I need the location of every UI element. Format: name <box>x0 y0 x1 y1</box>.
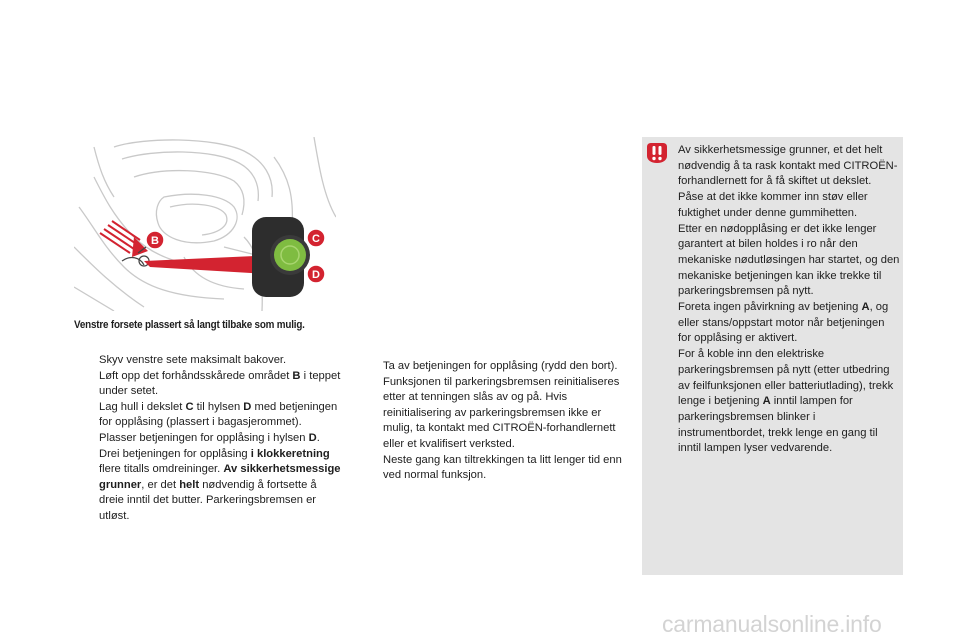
marker-b <box>146 231 164 249</box>
text-run: nødvendig å fortsette å dreie inntil det butter. Parkeringsbremsen er utløst. <box>99 478 317 522</box>
bold-text: i klokkeretning <box>250 447 330 460</box>
text-run: . <box>316 431 320 444</box>
text-run: Ta av betjeningen for opplåsing (rydd den bort). <box>383 360 618 372</box>
text-run: Plasser betjeningen for opplåsing i hylsen <box>99 431 309 444</box>
figure-caption: Venstre forsete plassert så langt tilbake som mulig. <box>74 319 305 331</box>
list-item <box>360 453 622 484</box>
release-cover-detail <box>252 217 310 297</box>
list-item <box>76 369 344 400</box>
warning-paragraph <box>678 143 900 190</box>
bold-text: D <box>243 400 252 413</box>
list-item <box>360 359 622 375</box>
text-run: Foreta ingen påvirkning av betjening <box>678 301 862 314</box>
steps-list-right <box>360 359 622 484</box>
text-run: Funksjonen til parkeringsbremsen reinitialiseres etter at tenningen slås av og på. Hvis reinitialisering av parkeringsbremsen ikke er mulig, ta kontakt med CITROËN-forhandlernett eller et kvalifisert verksted. <box>383 375 620 450</box>
watermark: carmanualsonline.info <box>662 611 882 637</box>
text-run: For å koble inn den elektriske parkeringsbremsen på nytt (etter utbedring av feilfunksjonen eller batteriutlading), trekk lenge i betjening <box>678 348 894 408</box>
text-run: Skyv venstre sete maksimalt bakover. <box>99 354 287 366</box>
svg-text:D: D <box>312 269 320 281</box>
marker-d <box>307 265 325 283</box>
list-item <box>76 353 344 369</box>
text-run: Av sikkerhetsmessige grunner, et det helt nødvendig å ta rask kontakt med CITROËN-forhandlernett for å få skiftet ut dekslet. <box>678 144 898 188</box>
text-run: , er det <box>141 478 180 491</box>
list-item <box>76 447 344 525</box>
bold-text: helt <box>179 478 200 491</box>
warning-paragraph <box>678 190 900 221</box>
bold-text: A <box>861 301 870 314</box>
text-run: flere titalls omdreininger. <box>99 463 224 476</box>
bold-text: A <box>762 395 771 408</box>
text-run: til hylsen <box>193 400 244 413</box>
warning-paragraph <box>678 300 900 347</box>
list-item <box>360 375 622 453</box>
svg-text:B: B <box>151 235 159 247</box>
text-run: med betjeningen for opplåsing (plassert i bagasjerommet). <box>99 400 338 429</box>
list-item <box>76 431 344 447</box>
text-run: Lag hull i dekslet <box>99 400 186 413</box>
text-run: Påse at det ikke kommer inn støv eller fuktighet under denne gummihetten. <box>678 191 868 219</box>
svg-text:C: C <box>312 233 320 245</box>
warning-paragraph <box>678 222 900 301</box>
steps-list-left <box>76 353 344 525</box>
warning-exclamation-icon <box>646 142 668 164</box>
text-run: Etter en nødopplåsing er det ikke lenger garantert at bilen holdes i ro når den mekaniske nødutløsingen har startet, og den mekaniske betjeningen kan ikke trekke til parkeringsbremsen på nytt. <box>678 222 900 298</box>
text-run: , og eller stans/oppstart motor når betjeningen for opplåsing er aktivert. <box>678 301 889 345</box>
bold-text: D <box>308 431 317 444</box>
text-run: Drei betjeningen for opplåsing <box>99 447 251 460</box>
warning-paragraph <box>678 347 900 457</box>
warning-text <box>678 143 900 457</box>
marker-c <box>307 229 325 247</box>
text-run: inntil lampen for parkeringsbremsen blinker i instrumentbordet, trekk lenge en gang til inntil lampen lyser vedvarende. <box>678 395 878 455</box>
text-run: Neste gang kan tiltrekkingen ta litt lenger tid enn ved normal funksjon. <box>383 453 622 482</box>
list-item <box>76 400 344 431</box>
bold-text: C <box>185 400 194 413</box>
bold-text: B <box>292 369 301 382</box>
text-run: Løft opp det forhåndsskårede området <box>99 369 293 382</box>
bold-text: Av sikkerhetsmessige grunner <box>99 463 341 491</box>
seat-illustration <box>74 137 336 311</box>
text-run: i teppet under setet. <box>99 369 341 398</box>
